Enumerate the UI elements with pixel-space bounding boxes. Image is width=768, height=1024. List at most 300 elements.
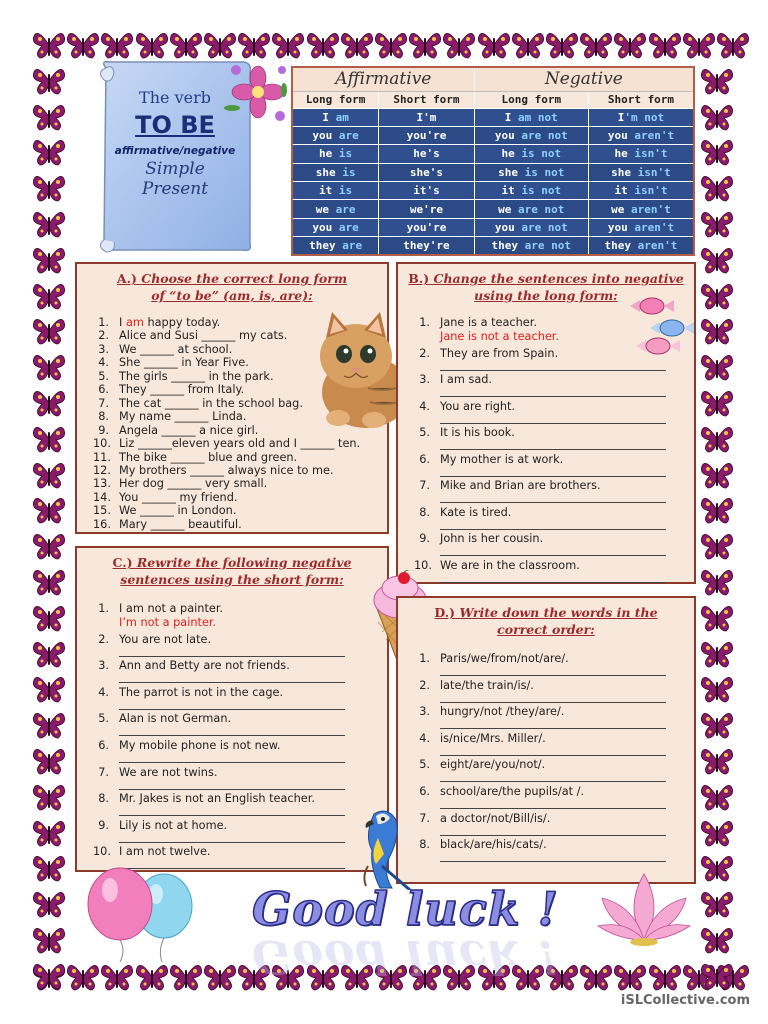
answer-line[interactable]: [440, 852, 666, 862]
answer-line[interactable]: [440, 693, 666, 703]
exercise-c-heading-line1: Rewrite the following negative: [136, 555, 352, 570]
verb-form: is not: [521, 147, 562, 161]
item-number: 7.: [98, 396, 109, 410]
conjugation-row: [292, 237, 694, 255]
item-number: 3.: [419, 705, 430, 719]
exercise-item: [93, 477, 387, 490]
short-form: you're: [406, 129, 447, 143]
butterfly-icon: [700, 603, 734, 633]
conjugation-cell: [474, 218, 588, 236]
butterfly-icon: [32, 495, 66, 525]
title-line4: Simple: [145, 159, 205, 179]
lotus-flower-image: [594, 868, 694, 952]
exercise-item: [414, 400, 694, 424]
conjugation-cell: [292, 145, 379, 163]
item-text: Mike and Brian are brothers.: [440, 479, 601, 492]
item-number: 7.: [419, 811, 430, 825]
subheader: Long form: [292, 91, 379, 108]
exercise-item: [93, 518, 387, 531]
butterfly-icon: [700, 281, 734, 311]
item-number: 6.: [98, 383, 109, 397]
verb-form: are not: [521, 129, 568, 143]
item-number: 10.: [93, 437, 111, 451]
subject-pronoun: we: [611, 202, 625, 216]
answer-line[interactable]: [440, 826, 666, 836]
butterfly-icon: [169, 30, 203, 60]
butterfly-icon: [32, 889, 66, 919]
butterfly-icon: [700, 316, 734, 346]
item-number: 1.: [98, 316, 109, 329]
item-text: Mr. Jakes is not an English teacher.: [119, 792, 315, 806]
butterfly-icon: [511, 30, 545, 60]
exercise-item: [93, 451, 387, 464]
item-number: 8.: [98, 792, 109, 806]
butterfly-icon: [700, 531, 734, 561]
conjugation-table: [291, 66, 695, 256]
exercise-item: [93, 464, 387, 477]
subject-pronoun: we: [315, 202, 329, 216]
butterfly-icon: [700, 352, 734, 382]
exercise-d-heading-line1: Write down the words in the: [459, 605, 658, 620]
butterfly-icon: [32, 782, 66, 812]
conjugation-row: [292, 218, 694, 236]
conjugation-cell: [474, 182, 588, 200]
item-answer: am: [125, 316, 144, 329]
subject-pronoun: you: [494, 221, 515, 235]
butterfly-icon: [203, 962, 237, 992]
exercise-a-heading: [77, 270, 387, 304]
item-number: 14.: [93, 490, 111, 504]
item-number: 10.: [93, 845, 111, 859]
conjugation-cell: [474, 108, 588, 126]
butterfly-icon: [32, 173, 66, 203]
item-number: 7.: [98, 765, 109, 779]
butterfly-icon: [700, 460, 734, 490]
short-form: he's: [413, 147, 440, 161]
butterfly-icon: [135, 962, 169, 992]
conjugation-cell: [379, 237, 474, 255]
subject-pronoun: you: [312, 129, 333, 143]
item-number: 8.: [419, 838, 430, 852]
item-text: Angela ______ a nice girl.: [119, 423, 259, 437]
butterfly-icon: [700, 853, 734, 883]
butterfly-icon: [32, 531, 66, 561]
item-text: My name ______ Linda.: [119, 410, 247, 424]
butterfly-icon: [32, 925, 66, 955]
item-text: We are in the classroom.: [440, 558, 580, 572]
item-number: 9.: [98, 423, 109, 437]
exercise-item: [414, 479, 694, 503]
verb-form: aren't: [637, 239, 678, 253]
subject-pronoun: you: [494, 129, 515, 143]
answer-line[interactable]: [440, 666, 666, 676]
verb-form: is: [342, 165, 356, 179]
conjugation-cell: [474, 145, 588, 163]
answer-line[interactable]: [440, 772, 666, 782]
answer-line[interactable]: [440, 520, 666, 530]
item-text: Jane is a teacher.: [440, 316, 537, 329]
exercise-item: [414, 705, 694, 729]
item-text: Alan is not German.: [119, 712, 232, 726]
short-form: I'm: [416, 110, 437, 124]
item-number: 3.: [419, 373, 430, 386]
butterfly-icon: [700, 674, 734, 704]
butterfly-icon: [700, 961, 734, 991]
item-text: The bike ______ blue and green.: [119, 450, 298, 464]
item-text: I: [119, 316, 126, 329]
butterfly-icon: [32, 352, 66, 382]
item-text: hungry/not /they/are/.: [440, 705, 565, 719]
answer-line[interactable]: [440, 387, 666, 397]
conjugation-cell: [379, 126, 474, 144]
answer-line[interactable]: [440, 746, 666, 756]
verb-form: are: [338, 129, 359, 143]
item-text: My brothers ______ always nice to me.: [119, 463, 334, 477]
butterfly-icon: [340, 30, 374, 60]
subject-pronoun: they: [604, 239, 632, 253]
butterfly-icon: [700, 818, 734, 848]
butterfly-icon: [579, 962, 613, 992]
butterfly-icon: [32, 853, 66, 883]
subject-pronoun: it: [319, 184, 333, 198]
subject-pronoun: they: [309, 239, 336, 253]
conjugation-cell: [588, 163, 694, 181]
verb-form: aren't: [634, 221, 675, 235]
butterfly-icon: [169, 962, 203, 992]
exercise-item: [414, 679, 694, 703]
verb-form: are: [338, 221, 359, 235]
butterfly-icon: [32, 209, 66, 239]
item-number: 5.: [419, 426, 430, 439]
exercise-b-label: B.): [408, 271, 430, 286]
site-watermark: iSLCollective.com: [620, 993, 750, 1008]
subject-pronoun: he: [614, 147, 628, 161]
conjugation-cell: [292, 200, 379, 218]
exercise-item: [93, 504, 387, 517]
item-text: You are not late.: [119, 632, 212, 646]
conjugation-cell: [292, 108, 379, 126]
item-text: They ______ from Italy.: [119, 383, 245, 397]
answer-line[interactable]: [440, 361, 666, 371]
item-text: The cat ______ in the school bag.: [119, 396, 303, 410]
header-negative: Negative: [474, 67, 694, 91]
butterfly-icon: [700, 567, 734, 597]
exercise-item: [93, 633, 387, 657]
exercise-c-list: [93, 602, 387, 869]
exercise-d-list: [414, 652, 694, 862]
item-number: 10.: [414, 558, 432, 572]
title-line1: The verb: [139, 88, 211, 107]
answer-line[interactable]: [440, 573, 666, 583]
exercise-item: [414, 559, 694, 583]
butterfly-icon: [700, 173, 734, 203]
item-number: 1.: [419, 652, 430, 665]
butterfly-icon: [545, 30, 579, 60]
exercise-item: [93, 819, 387, 843]
item-text: The parrot is not in the cage.: [119, 685, 284, 699]
butterfly-icon: [716, 30, 750, 60]
conjugation-cell: [474, 163, 588, 181]
verb-form: aren't: [631, 202, 671, 216]
item-number: 2.: [98, 329, 109, 343]
item-number: 9.: [98, 818, 109, 832]
exercise-item: [93, 602, 387, 630]
item-number: 3.: [98, 342, 109, 356]
item-number: 5.: [98, 369, 109, 383]
item-text: It is his book.: [440, 426, 515, 439]
exercise-a-heading-line2: of “to be” (am, is, are):: [151, 288, 313, 303]
item-text: She ______ in Year Five.: [119, 356, 249, 370]
butterfly-icon: [579, 30, 613, 60]
butterfly-icon: [100, 962, 134, 992]
exercise-item: [93, 659, 387, 683]
exercise-item: [414, 426, 694, 450]
subject-pronoun: you: [312, 221, 333, 235]
title-line5: Present: [141, 179, 209, 199]
short-form: we're: [409, 202, 444, 216]
item-text: You ______ my friend.: [119, 490, 238, 504]
answer-line[interactable]: [119, 673, 345, 683]
item-text: Ann and Betty are not friends.: [119, 659, 290, 673]
item-text: black/are/his/cats/.: [440, 838, 547, 852]
item-text: Her dog ______ very small.: [119, 477, 268, 491]
answer-line[interactable]: [440, 493, 666, 503]
exercise-c-label: C.): [112, 555, 133, 570]
item-number: 2.: [419, 678, 430, 692]
item-number: 7.: [419, 479, 430, 492]
item-text: school/are/the pupils/at /.: [440, 784, 585, 798]
item-number: 2.: [419, 346, 430, 360]
subheader: Short form: [379, 91, 474, 108]
conjugation-cell: [292, 218, 379, 236]
subject-pronoun: they: [491, 239, 519, 253]
subject-pronoun: we: [498, 202, 512, 216]
butterfly-icon: [32, 674, 66, 704]
item-number: 12.: [93, 463, 111, 477]
answer-line[interactable]: [119, 753, 345, 763]
butterfly-icon: [700, 710, 734, 740]
butterfly-icon: [32, 746, 66, 776]
verb-form: are: [335, 202, 356, 216]
item-number: 6.: [98, 738, 109, 752]
item-text: The girls ______ in the park.: [119, 369, 274, 383]
subheader: Short form: [588, 91, 694, 108]
item-text: I am sad.: [440, 373, 493, 386]
butterfly-icon: [66, 30, 100, 60]
answer-line[interactable]: [119, 647, 345, 657]
exercise-item: [414, 373, 694, 397]
butterfly-icon: [32, 30, 66, 60]
item-number: 4.: [419, 731, 430, 745]
title-line3: affirmative/negative: [114, 145, 236, 157]
butterfly-icon: [32, 424, 66, 454]
verb-form: are not: [521, 221, 568, 235]
item-text: is/nice/Mrs. Miller/.: [440, 731, 546, 745]
item-text: late/the train/is/.: [440, 678, 534, 692]
item-text: John is her cousin.: [440, 532, 544, 545]
verb-form: am not: [518, 110, 558, 124]
butterfly-icon: [32, 567, 66, 597]
conjugation-cell: [292, 126, 379, 144]
exercise-item: [93, 712, 387, 736]
butterfly-icon: [613, 962, 647, 992]
butterfly-icon: [32, 460, 66, 490]
item-number: 4.: [98, 356, 109, 370]
verb-form: aren't: [634, 129, 675, 143]
exercise-item: [414, 838, 694, 862]
butterfly-icon: [700, 209, 734, 239]
conjugation-cell: [379, 218, 474, 236]
conjugation-cell: [588, 108, 694, 126]
candy-decoration: [626, 292, 700, 358]
item-number: 15.: [93, 504, 111, 518]
answer-line[interactable]: [440, 719, 666, 729]
conjugation-row: [292, 182, 694, 200]
item-text: Kate is tired.: [440, 505, 512, 519]
subject-pronoun: it: [501, 184, 515, 198]
item-text: We ______ at school.: [119, 342, 233, 356]
conjugation-cell: [379, 182, 474, 200]
butterfly-icon: [700, 102, 734, 132]
item-text: Lily is not at home.: [119, 818, 228, 832]
butterfly-icon: [613, 30, 647, 60]
exercise-d-heading: [398, 604, 694, 638]
butterfly-icon: [700, 495, 734, 525]
parrot-image: [356, 806, 420, 890]
conjugation-cell: [588, 182, 694, 200]
item-number: 5.: [98, 712, 109, 726]
verb-form: is not: [524, 165, 565, 179]
butterfly-icon: [700, 66, 734, 96]
exercise-item: [93, 739, 387, 763]
conjugation-row: [292, 126, 694, 144]
butterfly-icon: [477, 30, 511, 60]
subheader: Long form: [474, 91, 588, 108]
exercise-item: [414, 785, 694, 809]
conjugation-cell: [588, 218, 694, 236]
short-form: you're: [406, 221, 447, 235]
title-line2: TO BE: [135, 111, 215, 139]
exercise-d-label: D.): [434, 605, 456, 620]
item-text: My mobile phone is not new.: [119, 738, 281, 752]
butterfly-icon: [32, 281, 66, 311]
good-luck-reflection: Good luck !: [252, 930, 559, 984]
item-text: a doctor/not/Bill/is/.: [440, 811, 551, 825]
item-text: Mary ______ beautiful.: [119, 517, 242, 531]
butterfly-icon: [700, 782, 734, 812]
answer-line[interactable]: [440, 414, 666, 424]
answer-line[interactable]: [119, 806, 345, 816]
item-text: They are from Spain.: [440, 346, 559, 360]
item-text: Paris/we/from/not/are/.: [440, 652, 569, 665]
butterfly-icon: [32, 818, 66, 848]
item-text: We are not twins.: [119, 765, 218, 779]
subject-pronoun: it: [614, 184, 628, 198]
butterfly-icon: [700, 388, 734, 418]
exercise-c-panel: [75, 546, 389, 872]
flower-decoration: [222, 56, 294, 128]
answer-line[interactable]: [119, 700, 345, 710]
exercise-d-heading-line2: correct order:: [497, 622, 595, 637]
butterfly-icon: [32, 603, 66, 633]
subject-pronoun: I: [322, 110, 329, 124]
answer-line[interactable]: [440, 467, 666, 477]
answer-line[interactable]: [440, 440, 666, 450]
item-text: eight/are/you/not/.: [440, 758, 546, 772]
butterfly-icon: [32, 102, 66, 132]
exercise-item: [93, 491, 387, 504]
butterfly-icon: [306, 30, 340, 60]
subject-pronoun: she: [498, 165, 519, 179]
answer-line[interactable]: [440, 546, 666, 556]
short-form: it's: [413, 184, 440, 198]
subject-pronoun: she: [611, 165, 632, 179]
butterfly-icon: [32, 639, 66, 669]
conjugation-row: [292, 108, 694, 126]
item-number: 9.: [419, 532, 430, 545]
conjugation-cell: [379, 108, 474, 126]
butterfly-icon: [700, 639, 734, 669]
butterfly-icon: [700, 746, 734, 776]
conjugation-cell: [379, 145, 474, 163]
exercise-a-label: A.): [116, 271, 137, 286]
item-number: 4.: [98, 685, 109, 699]
exercise-b-heading-line2: using the long form:: [474, 288, 618, 303]
conjugation-cell: [292, 163, 379, 181]
conjugation-cell: [379, 163, 474, 181]
answer-line[interactable]: [119, 833, 345, 843]
subject-pronoun: you: [607, 221, 628, 235]
butterfly-icon: [32, 961, 66, 991]
subject-pronoun: you: [607, 129, 628, 143]
butterfly-icon: [648, 30, 682, 60]
item-number: 11.: [93, 450, 111, 464]
butterfly-icon: [32, 66, 66, 96]
exercise-item: [414, 532, 694, 556]
conjugation-cell: [474, 126, 588, 144]
exercise-item: [414, 732, 694, 756]
item-number: 6.: [419, 452, 430, 466]
butterfly-icon: [700, 137, 734, 167]
verb-form: is: [338, 184, 353, 198]
conjugation-cell: [292, 237, 379, 255]
short-form: she's: [409, 165, 444, 179]
answer-line[interactable]: [119, 726, 345, 736]
exercise-item: [414, 453, 694, 477]
conjugation-cell: [588, 126, 694, 144]
item-text: We ______ in London.: [119, 504, 237, 518]
conjugation-row: [292, 145, 694, 163]
item-number: 2.: [98, 632, 109, 646]
butterfly-icon: [700, 245, 734, 275]
answer-line[interactable]: [440, 799, 666, 809]
verb-form: are not: [518, 202, 565, 216]
butterfly-icon: [682, 30, 716, 60]
item-number: 13.: [93, 477, 111, 491]
butterfly-icon: [66, 962, 100, 992]
verb-form: isn't: [634, 147, 668, 161]
conjugation-row: [292, 200, 694, 218]
butterfly-icon: [32, 245, 66, 275]
answer-line[interactable]: [119, 780, 345, 790]
conjugation-cell: [588, 237, 694, 255]
verb-form: are: [342, 239, 363, 253]
exercise-item: [93, 766, 387, 790]
butterfly-icon: [32, 388, 66, 418]
conjugation-cell: [474, 237, 588, 255]
item-number: 1.: [419, 316, 430, 329]
exercise-b-heading-line1: Change the sentences into negative: [433, 271, 684, 286]
